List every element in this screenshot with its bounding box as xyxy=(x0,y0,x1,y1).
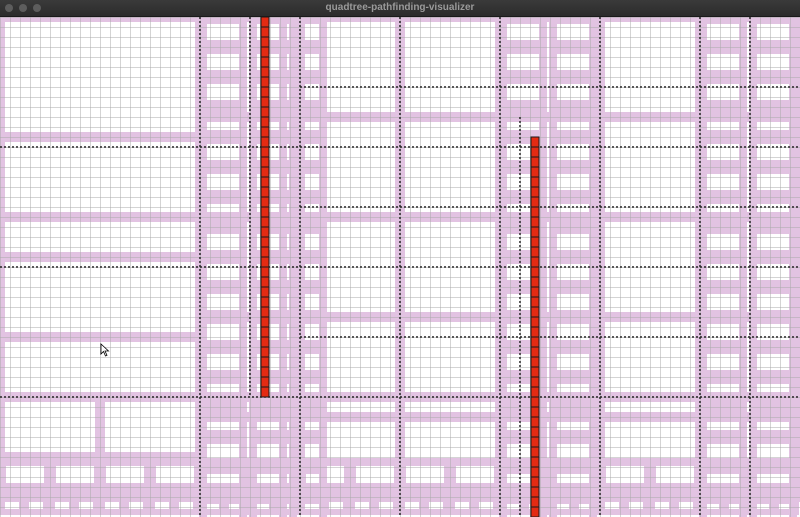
path-cell xyxy=(261,17,269,27)
path-cell xyxy=(261,107,269,117)
path-cell xyxy=(531,167,539,177)
path-cell xyxy=(261,87,269,97)
path-cell xyxy=(531,467,539,477)
path-cell xyxy=(531,497,539,507)
path-cell xyxy=(261,197,269,207)
path-cell xyxy=(531,317,539,327)
path-cell xyxy=(261,277,269,287)
path-cell xyxy=(261,297,269,307)
path-cell xyxy=(531,157,539,167)
path-cell xyxy=(531,487,539,497)
path-cell xyxy=(261,267,269,277)
path-cell xyxy=(261,27,269,37)
path-cell xyxy=(261,307,269,317)
path-cell xyxy=(531,277,539,287)
path-cell xyxy=(531,207,539,217)
path-cell xyxy=(531,307,539,317)
path-cell xyxy=(531,267,539,277)
path-cell xyxy=(531,297,539,307)
path-cell xyxy=(531,337,539,347)
path-cell xyxy=(261,47,269,57)
path-cell xyxy=(261,217,269,227)
path-cell xyxy=(261,367,269,377)
path-cell xyxy=(261,117,269,127)
path-cell xyxy=(261,57,269,67)
path-cell xyxy=(531,437,539,447)
path-cell xyxy=(531,407,539,417)
path-cell xyxy=(261,187,269,197)
path-cell xyxy=(261,147,269,157)
path-cell xyxy=(261,317,269,327)
mouse-pointer-icon xyxy=(100,343,110,357)
path-cell xyxy=(531,387,539,397)
path-cell xyxy=(531,357,539,367)
path-cell xyxy=(261,137,269,147)
path-cell xyxy=(261,37,269,47)
path-cell xyxy=(531,287,539,297)
path-cell xyxy=(261,347,269,357)
path-cell xyxy=(531,257,539,267)
path-cell xyxy=(531,227,539,237)
path-cell xyxy=(261,227,269,237)
path-cell xyxy=(261,77,269,87)
path-cell xyxy=(531,177,539,187)
path-cell xyxy=(261,177,269,187)
path-cell xyxy=(531,377,539,387)
path-cell xyxy=(261,337,269,347)
path-cell xyxy=(261,287,269,297)
path-cell xyxy=(261,167,269,177)
path-cell xyxy=(531,397,539,407)
path-cell xyxy=(531,197,539,207)
path-cell xyxy=(261,157,269,167)
path-cell xyxy=(531,427,539,437)
window-title: quadtree-pathfinding-visualizer xyxy=(325,2,475,13)
path-cell xyxy=(261,127,269,137)
path-cell xyxy=(531,457,539,467)
title-bar[interactable] xyxy=(0,0,800,17)
path-cell xyxy=(531,147,539,157)
path-cell xyxy=(261,67,269,77)
path-cell xyxy=(531,447,539,457)
path-cell xyxy=(261,257,269,267)
path-cell xyxy=(531,137,539,147)
path-cell xyxy=(531,347,539,357)
path-cell xyxy=(531,187,539,197)
path-cell xyxy=(531,237,539,247)
path-cell xyxy=(261,357,269,367)
visualizer-canvas[interactable] xyxy=(0,17,800,517)
path-cell xyxy=(261,387,269,397)
quadtree-grid[interactable] xyxy=(0,17,800,517)
path-cell xyxy=(261,377,269,387)
path-cell xyxy=(531,367,539,377)
path-cell xyxy=(261,207,269,217)
path-cell xyxy=(531,327,539,337)
path-cell xyxy=(261,97,269,107)
path-cell xyxy=(531,477,539,487)
path-cell xyxy=(261,327,269,337)
path-cell xyxy=(531,417,539,427)
path-cell xyxy=(531,507,539,517)
path-cell xyxy=(261,237,269,247)
path-cell xyxy=(261,247,269,257)
path-cell xyxy=(531,247,539,257)
path-cell xyxy=(531,217,539,227)
